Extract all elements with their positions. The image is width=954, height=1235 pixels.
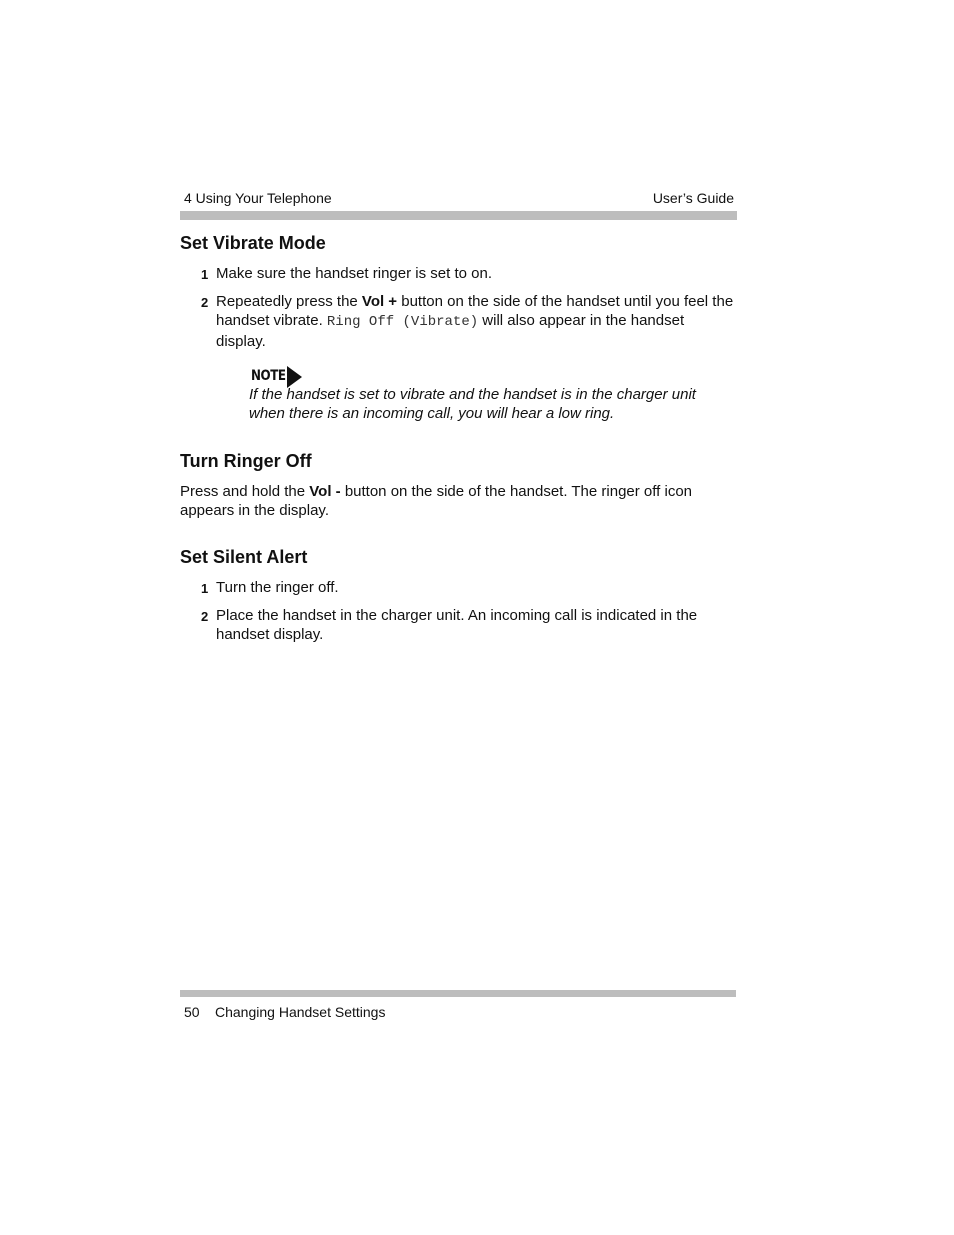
header-rule: [180, 211, 737, 220]
display-message-code: Ring Off (Vibrate): [326, 314, 479, 330]
step-number: 1: [201, 581, 209, 596]
step-text: [216, 292, 736, 351]
ringer-off-paragraph: [180, 482, 725, 520]
footer-rule: [180, 990, 736, 997]
note-label: NOTE: [251, 368, 286, 384]
step-text: Make sure the handset ringer is set to on.: [216, 265, 492, 282]
paragraph-pre: Press and hold the: [180, 483, 310, 500]
step-text: Place the handset in the charger unit. An incoming call is indicated in the handset display.: [216, 607, 698, 643]
step-number: 2: [201, 609, 209, 624]
page-header-guide: User’s Guide: [652, 190, 734, 206]
footer-section-title: Changing Handset Settings: [215, 1004, 386, 1020]
vol-plus-button-label: Vol +: [361, 293, 398, 310]
heading-turn-ringer-off: Turn Ringer Off: [180, 451, 312, 471]
vol-minus-button-label: Vol -: [309, 483, 341, 500]
step-text-mid: button on the side of the handset until you feel the handset vibrate.: [216, 293, 734, 329]
step-number: 2: [201, 295, 209, 310]
page-header-chapter: 4 Using Your Telephone: [184, 190, 332, 206]
heading-set-vibrate-mode: Set Vibrate Mode: [180, 233, 326, 253]
step-text-pre: Repeatedly press the: [216, 293, 362, 310]
paragraph-post: button on the side of the handset. The ringer off icon appears in the display.: [180, 483, 693, 519]
step-text: Turn the ringer off.: [216, 579, 339, 596]
note-text: If the handset is set to vibrate and the handset is in the charger unit when there is an incoming call, you will hear a low ring.: [249, 386, 696, 422]
step-text-post: will also appear in the handset display.: [216, 312, 685, 350]
step-number: 1: [201, 267, 209, 282]
page-number: 50: [184, 1004, 200, 1020]
heading-set-silent-alert: Set Silent Alert: [180, 547, 308, 567]
